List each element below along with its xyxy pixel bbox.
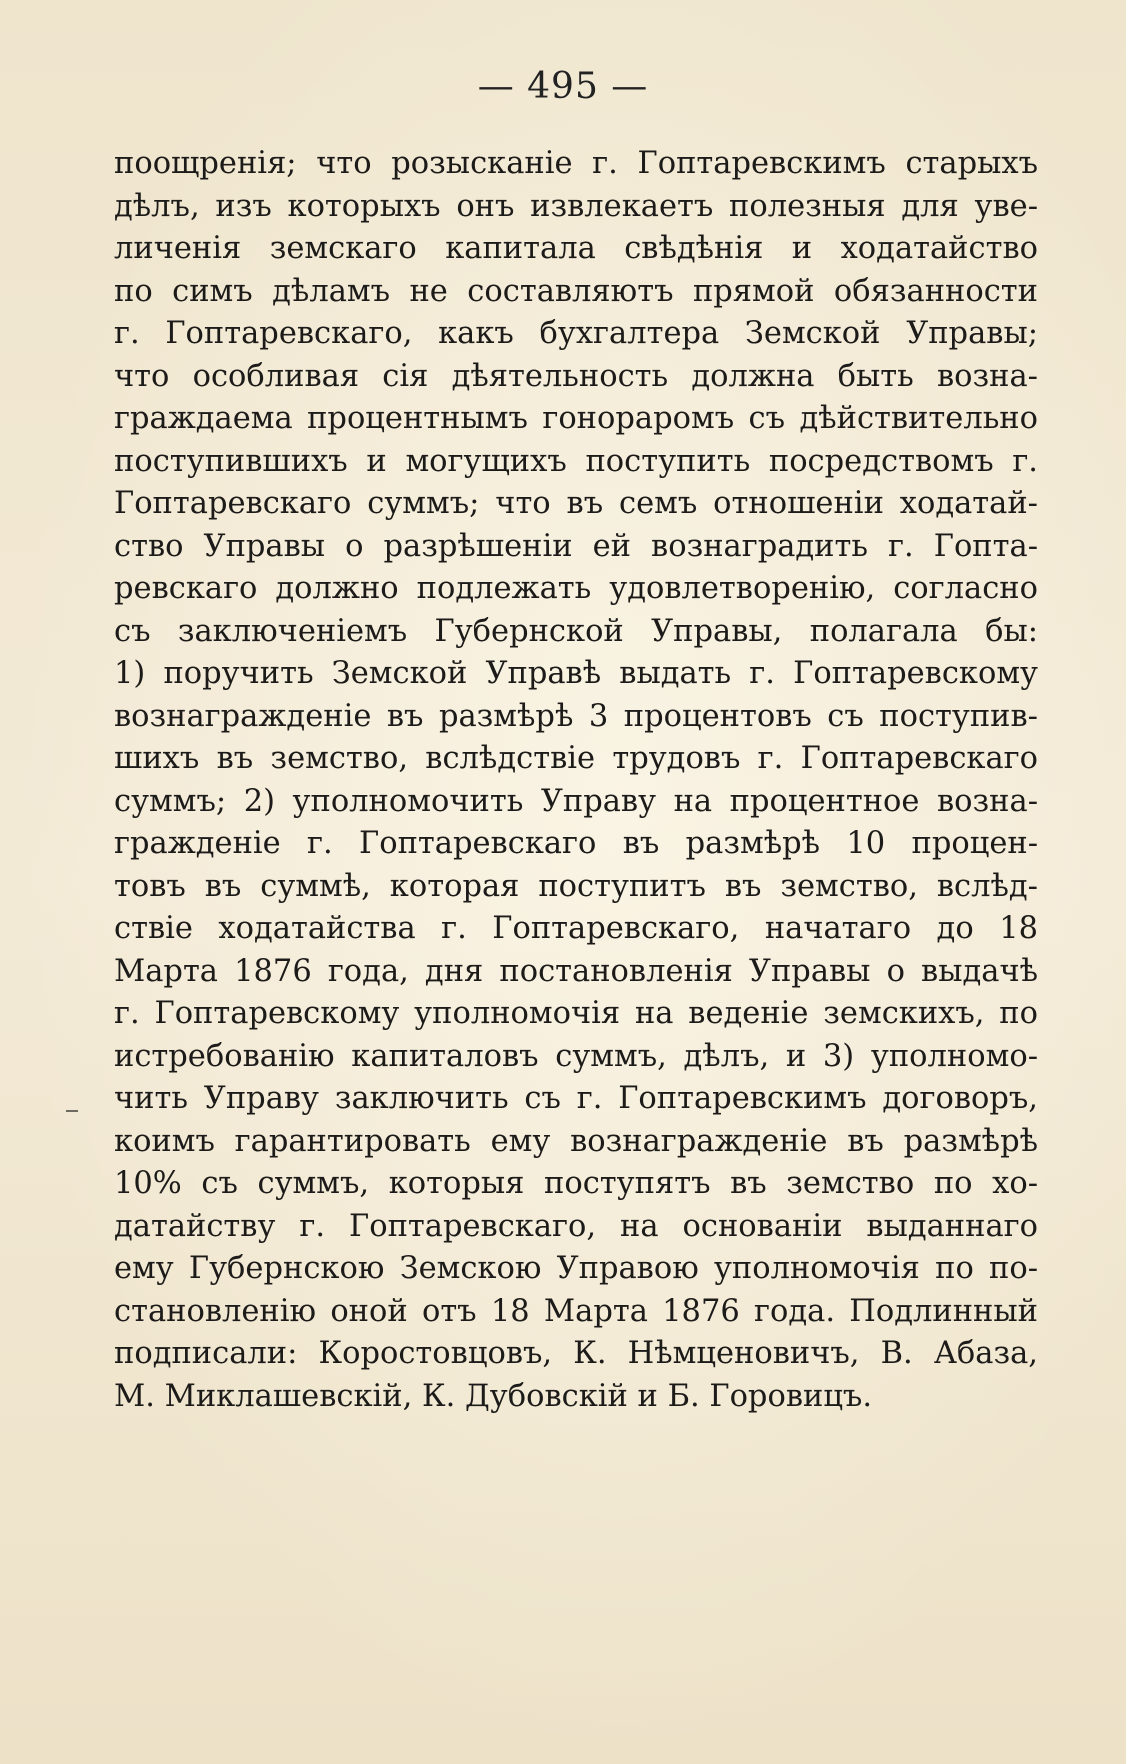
text-line: М. Миклашевскій, К. Дубовскій и Б. Горовицъ.: [114, 1378, 873, 1414]
margin-mark: [66, 1110, 78, 1112]
text-line: 10% съ суммъ, которыя поступятъ въ земство по хо-: [114, 1166, 1038, 1201]
text-line: вознагражденіе въ размѣрѣ 3 процентовъ съ поступив-: [114, 698, 1038, 734]
text-line: граждаема процентнымъ гонораромъ съ дѣйствительно: [114, 401, 1038, 436]
text-line: датайству г. Гоптаревскаго, на основаніи выданнаго: [114, 1208, 1038, 1244]
text-line: ство Управы о разрѣшеніи ей вознаградить г. Гопта-: [114, 528, 1038, 564]
text-line: Гоптаревскаго суммъ; что въ семъ отношеніи ходатай-: [114, 486, 1038, 521]
text-line: ствіе ходатайства г. Гоптаревскаго, начатаго до 18: [114, 911, 1038, 946]
text-line: суммъ; 2) уполномочить Управу на процентное возна-: [114, 783, 1038, 819]
text-line: поощренія; что розысканіе г. Гоптаревскимъ старыхъ: [114, 146, 1038, 181]
text-line: истребованію капиталовъ суммъ, дѣлъ, и 3) уполномо-: [114, 1038, 1038, 1074]
text-line: г. Гоптаревскому уполномочія на веденіе земскихъ, по: [114, 996, 1038, 1031]
text-line: чить Управу заключить съ г. Гоптаревскимъ договоръ,: [114, 1081, 1038, 1116]
text-line: ревскаго должно подлежать удовлетворенію, согласно: [114, 571, 1038, 606]
text-line: съ заключеніемъ Губернской Управы, полагала бы:: [114, 613, 1038, 649]
text-line: ему Губернскою Земскою Управою уполномочія по по-: [114, 1251, 1038, 1286]
text-line: шихъ въ земство, вслѣдствіе трудовъ г. Гоптаревскаго: [114, 741, 1038, 776]
text-line: коимъ гарантировать ему вознагражденіе въ размѣрѣ: [114, 1123, 1038, 1159]
page-number: — 495 —: [477, 66, 649, 107]
text-line: гражденіе г. Гоптаревскаго въ размѣрѣ 10 процен-: [114, 826, 1038, 861]
text-line: по симъ дѣламъ не составляютъ прямой обязанности: [114, 273, 1038, 309]
text-line: дѣлъ, изъ которыхъ онъ извлекаетъ полезныя для уве-: [114, 188, 1038, 224]
body-text: [114, 143, 1038, 1418]
text-line: личенія земскаго капитала свѣдѣнія и ходатайство: [114, 231, 1038, 266]
text-line: что особливая сія дѣятельность должна быть возна-: [114, 358, 1038, 394]
text-line: поступившихъ и могущихъ поступить посредствомъ г.: [114, 443, 1038, 479]
text-line: подписали: Коростовцовъ, К. Нѣмценовичъ, В. Абаза,: [114, 1336, 1038, 1371]
text-line: становленію оной отъ 18 Марта 1876 года. Подлинный: [114, 1293, 1038, 1329]
text-line: товъ въ суммѣ, которая поступитъ въ земство, вслѣд-: [114, 868, 1038, 904]
text-line: г. Гоптаревскаго, какъ бухгалтера Земской Управы;: [114, 316, 1038, 351]
text-line: 1) поручить Земской Управѣ выдать г. Гоптаревскому: [114, 656, 1038, 691]
text-line: Марта 1876 года, дня постановленія Управы о выдачѣ: [114, 953, 1038, 989]
